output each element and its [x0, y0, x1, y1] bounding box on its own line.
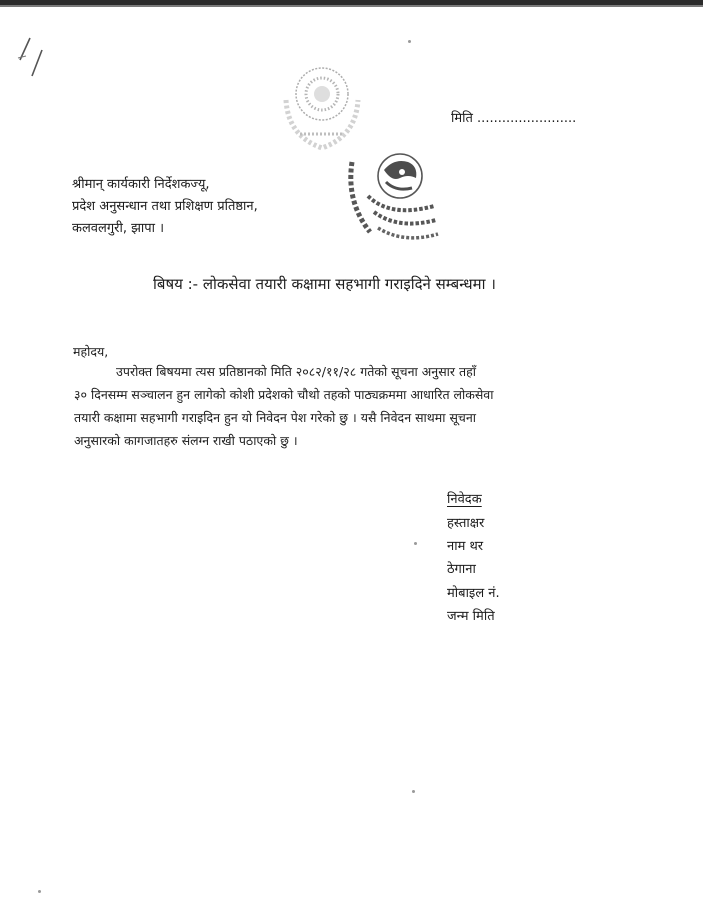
- scan-speck: [38, 890, 41, 893]
- dob-label: जन्म मिति: [447, 609, 495, 624]
- office-seal-faint: [272, 60, 372, 160]
- salutation: महोदय,: [73, 344, 109, 359]
- government-seal: [338, 148, 442, 252]
- body-line-1: उपरोक्त बिषयमा त्यस प्रतिष्ठानको मिति २०८२/११/२८ गतेको सूचना अनुसार तहाँ: [116, 364, 476, 379]
- applicant-heading: निवेदक: [447, 492, 482, 507]
- scan-speck: [412, 790, 415, 793]
- mobile-label: मोबाइल नं.: [447, 586, 500, 601]
- recipient-line-3: कलवलगुरी, झापा ।: [72, 221, 165, 236]
- body-line-4: अनुसारको कागजातहरु संलग्न राखी पठाएको छु ।: [74, 433, 298, 448]
- body-line-2: ३० दिनसम्म सञ्चालन हुन लागेको कोशी प्रदेशको चौथो तहको पाठ्यक्रममा आधारित लोकसेवा: [74, 387, 494, 402]
- name-label: नाम थर: [447, 539, 484, 554]
- recipient-line-2: प्रदेश अनुसन्धान तथा प्रशिक्षण प्रतिष्ठान,: [72, 199, 258, 214]
- signature-label: हस्ताक्षर: [447, 516, 485, 531]
- address-label: ठेगाना: [447, 562, 476, 577]
- subject-line: बिषय :- लोकसेवा तयारी कक्षामा सहभागी गराइदिने सम्बन्धमा ।: [153, 275, 496, 293]
- body-line-3: तयारी कक्षामा सहभागी गराइदिन हुन यो निवेदन पेश गरेको छु । यसै निवेदन साथमा सूचना: [74, 410, 477, 425]
- pencil-mark-icon: [14, 36, 54, 86]
- recipient-line-1: श्रीमान् कार्यकारी निर्देशकज्यू,: [72, 177, 210, 192]
- scan-edge-shadow: [0, 5, 703, 7]
- date-field: मिति ........................: [451, 111, 577, 126]
- scan-speck: [408, 40, 411, 43]
- scan-speck: [414, 542, 417, 545]
